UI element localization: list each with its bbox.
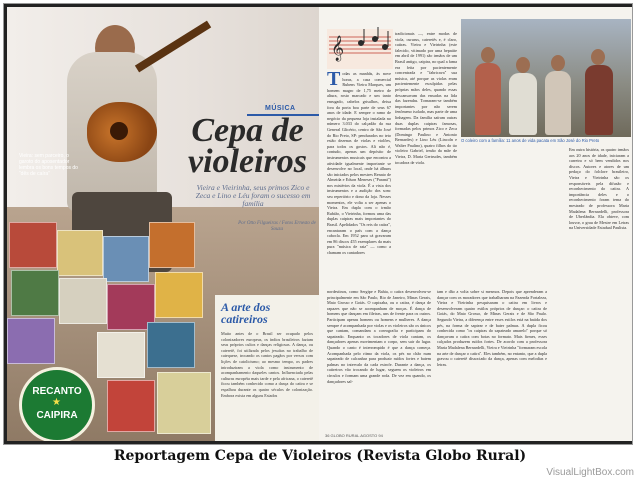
right-page [319, 7, 632, 441]
record-cover [11, 270, 59, 316]
column-text: odas as manhãs, às nove horas, a casa comercial Rubens Vieira Marques, um homem magro de 1,75 metro de altura, rosto marcado e um tanto enrugado, cabelos grisalhos, deixa fora da porta boa parte de seus 67 anos de idade. E sempre o ramo de negócio da pequena loja instalada no número 3.033 do calçadão da rua General Glicério, centro de São José do Rio Preto, SP: pendurados no teto estão dezenas de violas e violões, para todos os gostos. Ali não é, contudo, apenas um depósito de instrumentos musicais que encontra a atividade igualmente importante se desenvolve no local, onde há álbuns são iniciados pelos mestres Renato de Almeida e Edson Meneses ("Paraná") nos mistérios da viola. É a vista dos instrumentos e a audição dos som: seu repertório e dono da loja. Nesses momentos, ele volta a ser apenas o Vieira. Em dupla com o irmão Rubião, o Vieirinha, formou uma das duplas caipiras mais importantes do Brasil. Apelidados "Os reis do catira", encantaram o país com a dança cabocla. Em 1952 para cá gravaram em 86 discos 455 exemplares da mais pura "música de raiz" — como a chamam os cantadores [327, 71, 391, 255]
article-column-4 [461, 147, 565, 227]
person-head [481, 47, 495, 63]
music-notes-icon [327, 25, 393, 69]
title-line: violeiros [188, 143, 307, 180]
record-cover [157, 372, 211, 434]
record-cover [147, 322, 195, 368]
person-head [516, 57, 530, 73]
sidebar-column-continued [327, 289, 431, 429]
star-icon: ★ [52, 397, 61, 408]
column-text: nordestinos, como Sergipe e Bahia, o catira desenvolveu-se principalmente em São Paulo, Rio de Janeiro, Minas Gerais, Mato Grosso e Goiás. O capixaba, ou o catira, é dança de rapazes que não se acompanham de moças. É dança de homens que dançam em fileiras, uns de frente para os outros. Participam apenas homens ou homens e mulheres. A dança sempre é acompanhada por violas e os violeiros são os únicos que cantam, comandam a coreografia e participam do sapateado. Enquanto os tocadores de viola cantam, os dançadores apenas movimentam o corpo, sem sair do lugar. Quando o canto é interrompido é que a dança começa. Acompanhada pelo ritmo da viola, os pés no chão num sapateado de calcanhar para produzir ruídos fortes e batem palmas no intervalo da cada estrofe. Durante a dança, os catireiros vão trocando de lugar, seguem os violeiros em círculos e formam uma grande roda. De vez em quando, os dançadores sal- [327, 289, 431, 384]
record-cover [97, 332, 145, 378]
article-title [175, 112, 319, 180]
article-column-2 [395, 31, 457, 281]
column-text: Em outra história, os quatro irmãos aos 20 anos de idade, iniciaram a carreira e só bem vendidos nos discos. Autores e atores de um pedaço do folclore brasileiro, Vieira e Vieirinha são os responsáveis pela difusão e reconhecimento do catira. A importância deles e o reconhecimento foram tema do mestrado de professora Maria Madalena Bernardelli, professora de Uberlândia. Ela obteve, com louvor, o grau de Mestre em Letras na Universidade Estadual Paulista. [569, 147, 629, 231]
person-head [551, 55, 565, 71]
record-cover [149, 222, 195, 268]
page-folio: 36 GLOBO RURAL AGOSTO 94 [325, 433, 383, 438]
person [475, 63, 501, 135]
photo-caption: Vieira: sem parceiro, o garoto do aposentador lembra os bons tempos do “dês de caíra” [19, 153, 78, 177]
guitar-soundhole [110, 122, 128, 140]
record-cover [9, 222, 57, 268]
byline: Por Otto Filgueiras / Fotos Ernesto de Souza [238, 221, 316, 232]
person [585, 65, 613, 135]
record-cover [7, 318, 55, 364]
family-photo [461, 19, 631, 137]
article-column-3 [569, 147, 629, 281]
logo-text-bottom: CAIPIRA [36, 410, 78, 421]
sidebar-title: A arte dos catireiros [221, 300, 271, 326]
drop-cap: T [327, 71, 341, 90]
photo-caption: O coleiro com a família: 11 anos de vida pacata em São José do Rio Preto [461, 138, 600, 143]
person [545, 71, 571, 135]
sidebar-box [215, 295, 319, 441]
record-cover [103, 236, 149, 282]
watermark[interactable]: VisualLightBox.com [546, 467, 634, 478]
section-label: MÚSICA [265, 105, 296, 112]
recanto-caipira-logo [19, 367, 95, 441]
article-subtitle: Vieira e Vieirinha, seus primos Zico e Zeca e Lino e Léu foram o sucesso em família [195, 183, 311, 208]
record-cover [59, 278, 107, 324]
sidebar-column-final [437, 289, 547, 429]
image-caption: Reportagem Cepa de Violeiros (Revista Globo Rural) [113, 448, 527, 464]
record-cover [107, 380, 155, 432]
record-cover [155, 272, 203, 318]
svg-text:𝄞: 𝄞 [331, 36, 345, 61]
column-text: tam e dão a volta sobre si mesmos. Depois que aprenderam a dançar com os moradores que trabalharam na Fazenda Fortaleza, Vieira e Vieirinha pesquisaram o catira em livros e desenvolveram quatro estilos próprios de dançar: o catira de Goiás, do Mato Grosso, de Minas Gerais e de São Paulo. Segundo Vieira, a diferença entre esses estilos está na batida dos pés, na forma de saptear e de bater palmas. A dupla ficou conhecida como "os caipiras do sapateado amarelo" porque só dançavam o catira com botas no formato. Mais firmes, esses calçados produzem ruídos fortes. De acordo com a professora Maria Madalena Bernardelli, Vieira e Vieirinha "formaram escola na arte de dançar o catira". Eles também, no entanto, que a dupla gravou o cateretê dissociado da dança, apenas com melodias e letras. [437, 289, 547, 367]
left-page [7, 7, 319, 441]
record-cover [57, 230, 103, 276]
sidebar-text: Muito antes de o Brasil ser ocupado pelos colonizadores europeus, os índios brasileiros faziam seus próprios cultos e danças religiosas. A dança, ou cateretê, foi utilizada pelos jesuítas no trabalho de catequese, trocando os cantos pagãos por versos com lições de catolicismo; ao mesmo tempo, os padres introduziram a viola como instrumento de acompanhamento daqueles cantos. Influenciada pelas culturas européia mais tarde e pela africana, o cateretê ficou também conhecido como a dança do catira e se espalhou durante os quatro séculos de colonização. Embora exista em alguns Estados [221, 331, 313, 398]
title-line: Cepa de [191, 112, 304, 149]
person-head [591, 49, 605, 65]
article-column-1 [327, 71, 391, 281]
logo-text-top: RECANTO [32, 386, 82, 397]
person [509, 73, 537, 135]
column-text: tradicionais —, entre modas de viola, cururus, cateretês e, é claro, catiras. Vieira e Vieirinha (este falecido, vitimado por uma hepatite em abril de 1991) são irmãos de um Brasil antigo, caipira, no qual a fama era feita por pacientemente concentrada e "fabricava" sua música, até porque as violas eram pacientemente esculpidas pelas próprias mãos deles, quando essas descansavam das enxadas na lida das fazendas. Tornaram-se também importantes por não serem fenômeno isolado, mas parte de uma linhagem. Da família saíram outras duas duplas caipiras famosas, formadas pelos primos Zico e Zeca (Domingo Paulino e Antonio Bernardes) e Lino Léu (Lincoln e Walter Paulino), quatro filhos do tio violeiro Gabriel, irmão da mãe de Vieira, D. Maria Gertrudes, também tocadora de viola. [395, 31, 457, 165]
